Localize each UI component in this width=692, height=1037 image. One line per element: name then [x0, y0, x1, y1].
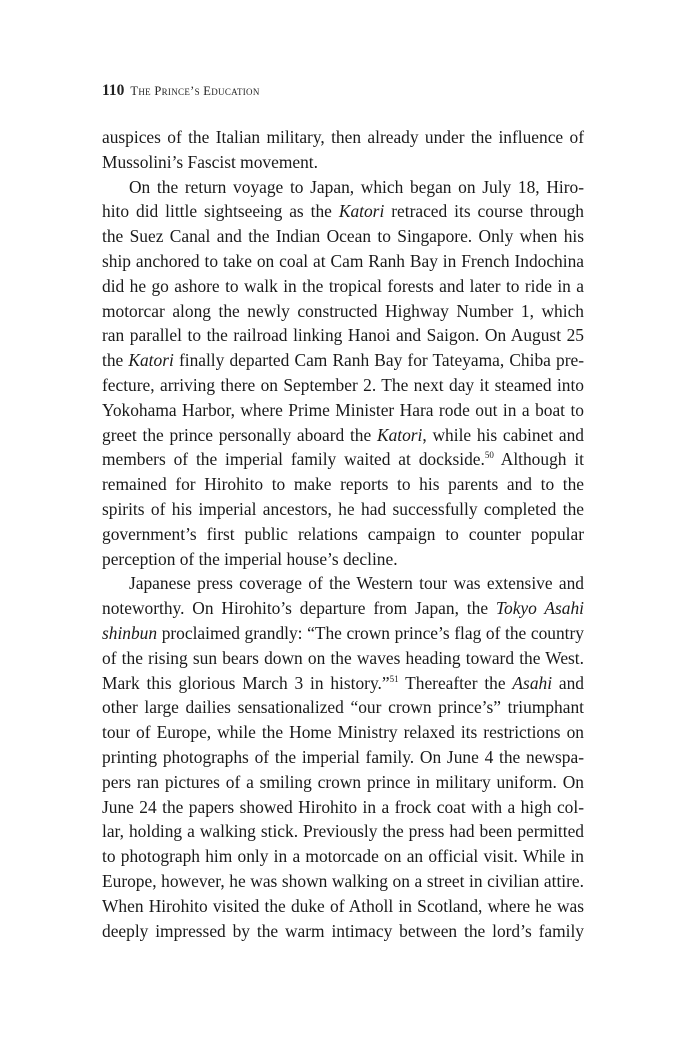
text-run: hito did little sightseeing as the — [102, 201, 339, 222]
text-run: and — [552, 672, 584, 693]
text-line — [102, 249, 584, 274]
text-run: noteworthy. On Hirohito’s departure from Japan, the — [102, 598, 496, 619]
text-line — [102, 671, 584, 696]
text-run: motorcar along the newly constructed Highway Number 1, which — [102, 300, 584, 321]
text-run: members of the imperial family waited at dockside. — [102, 449, 485, 470]
text-run: Europe, however, he was shown walking on a street in civilian attire. — [102, 870, 584, 891]
text-line — [102, 497, 584, 522]
text-line — [102, 745, 584, 770]
text-run: ran parallel to the railroad linking Hanoi and Saigon. On August 25 — [102, 325, 584, 346]
footnote-marker: 50 — [484, 450, 494, 461]
text-line — [102, 348, 584, 373]
text-run: retraced its course through — [384, 201, 584, 222]
text-run: Yokohama Harbor, where Prime Minister Hara rode out in a boat to — [102, 399, 584, 420]
text-line — [102, 695, 584, 720]
text-line — [102, 398, 584, 423]
text-run: did he go ashore to walk in the tropical forests and later to ride in a — [102, 275, 584, 296]
text-line — [102, 571, 584, 596]
text-run: tour of Europe, while the Home Ministry relaxed its restrictions on — [102, 722, 584, 743]
text-run: ship anchored to take on coal at Cam Ranh Bay in French Indochina — [102, 250, 584, 271]
text-line — [102, 596, 584, 621]
text-line — [102, 175, 584, 200]
footnote-marker: 51 — [389, 673, 399, 684]
italic-text: shinbun — [102, 622, 158, 643]
text-run: deeply impressed by the warm intimacy between the lord’s family — [102, 920, 584, 941]
text-run: of the rising sun bears down on the waves heading toward the West. — [102, 647, 584, 668]
running-head-title: The Prince’s Education — [130, 84, 260, 98]
text-line — [102, 125, 584, 150]
text-run: pers ran pictures of a smiling crown prince in military uniform. On — [102, 771, 584, 792]
page-number: 110 — [102, 82, 125, 99]
text-line — [102, 869, 584, 894]
text-run: lar, holding a walking stick. Previously the press had been permitted — [102, 821, 584, 842]
text-run: Mussolini’s Fascist movement. — [102, 151, 318, 172]
text-run: spirits of his imperial ancestors, he had successfully completed the — [102, 498, 584, 519]
text-line — [102, 472, 584, 497]
body-text — [102, 125, 584, 943]
text-run: Mark this glorious March 3 in history.” — [102, 672, 390, 693]
text-run: June 24 the papers showed Hirohito in a frock coat with a high col- — [102, 796, 584, 817]
italic-text: Katori — [128, 350, 174, 371]
text-line — [102, 621, 584, 646]
text-line — [102, 919, 584, 944]
text-run: , while his cabinet and — [422, 424, 584, 445]
text-run: other large dailies sensationalized “our crown prince’s” triumphant — [102, 697, 584, 718]
text-run: Although it — [493, 449, 584, 470]
text-run: proclaimed grandly: “The crown prince’s flag of the country — [157, 622, 584, 643]
text-run: Japanese press coverage of the Western tour was extensive and — [129, 573, 584, 594]
text-run: auspices of the Italian military, then already under the influence of — [102, 127, 584, 147]
italic-text: Tokyo Asahi — [495, 598, 584, 619]
italic-text: Asahi — [512, 672, 553, 693]
text-line — [102, 199, 584, 224]
text-run: government’s first public relations campaign to counter popular — [102, 523, 584, 544]
text-run: remained for Hirohito to make reports to his parents and to the — [102, 474, 584, 495]
text-run: the — [102, 350, 129, 371]
text-run: Thereafter the — [398, 672, 513, 693]
text-line — [102, 423, 584, 448]
text-line — [102, 844, 584, 869]
italic-text: Katori — [376, 424, 423, 445]
text-line — [102, 819, 584, 844]
text-run: finally departed Cam Ranh Bay for Tateyama, Chiba pre- — [173, 350, 585, 371]
text-line — [102, 224, 584, 249]
text-run: printing photographs of the imperial family. On June 4 the newspa- — [102, 746, 584, 767]
text-line — [102, 447, 584, 472]
text-line — [102, 522, 584, 547]
text-line — [102, 323, 584, 348]
text-run: On the return voyage to Japan, which began on July 18, Hiro- — [129, 176, 584, 197]
text-line — [102, 274, 584, 299]
text-line — [102, 795, 584, 820]
text-line — [102, 547, 584, 572]
text-line — [102, 720, 584, 745]
text-line — [102, 299, 584, 324]
text-line — [102, 150, 584, 175]
text-run: greet the prince personally aboard the — [102, 424, 377, 445]
text-run: the Suez Canal and the Indian Ocean to Singapore. Only when his — [102, 226, 584, 247]
text-run: to photograph him only in a motorcade on an official visit. While in — [102, 846, 584, 867]
text-line — [102, 770, 584, 795]
text-line — [102, 646, 584, 671]
text-run: fecture, arriving there on September 2. The next day it steamed into — [102, 374, 584, 395]
running-head — [102, 82, 592, 106]
text-line — [102, 894, 584, 919]
text-run: When Hirohito visited the duke of Atholl in Scotland, where he was — [102, 895, 584, 916]
italic-text: Katori — [338, 201, 385, 222]
text-line — [102, 373, 584, 398]
text-run: perception of the imperial house’s decline. — [102, 548, 398, 569]
